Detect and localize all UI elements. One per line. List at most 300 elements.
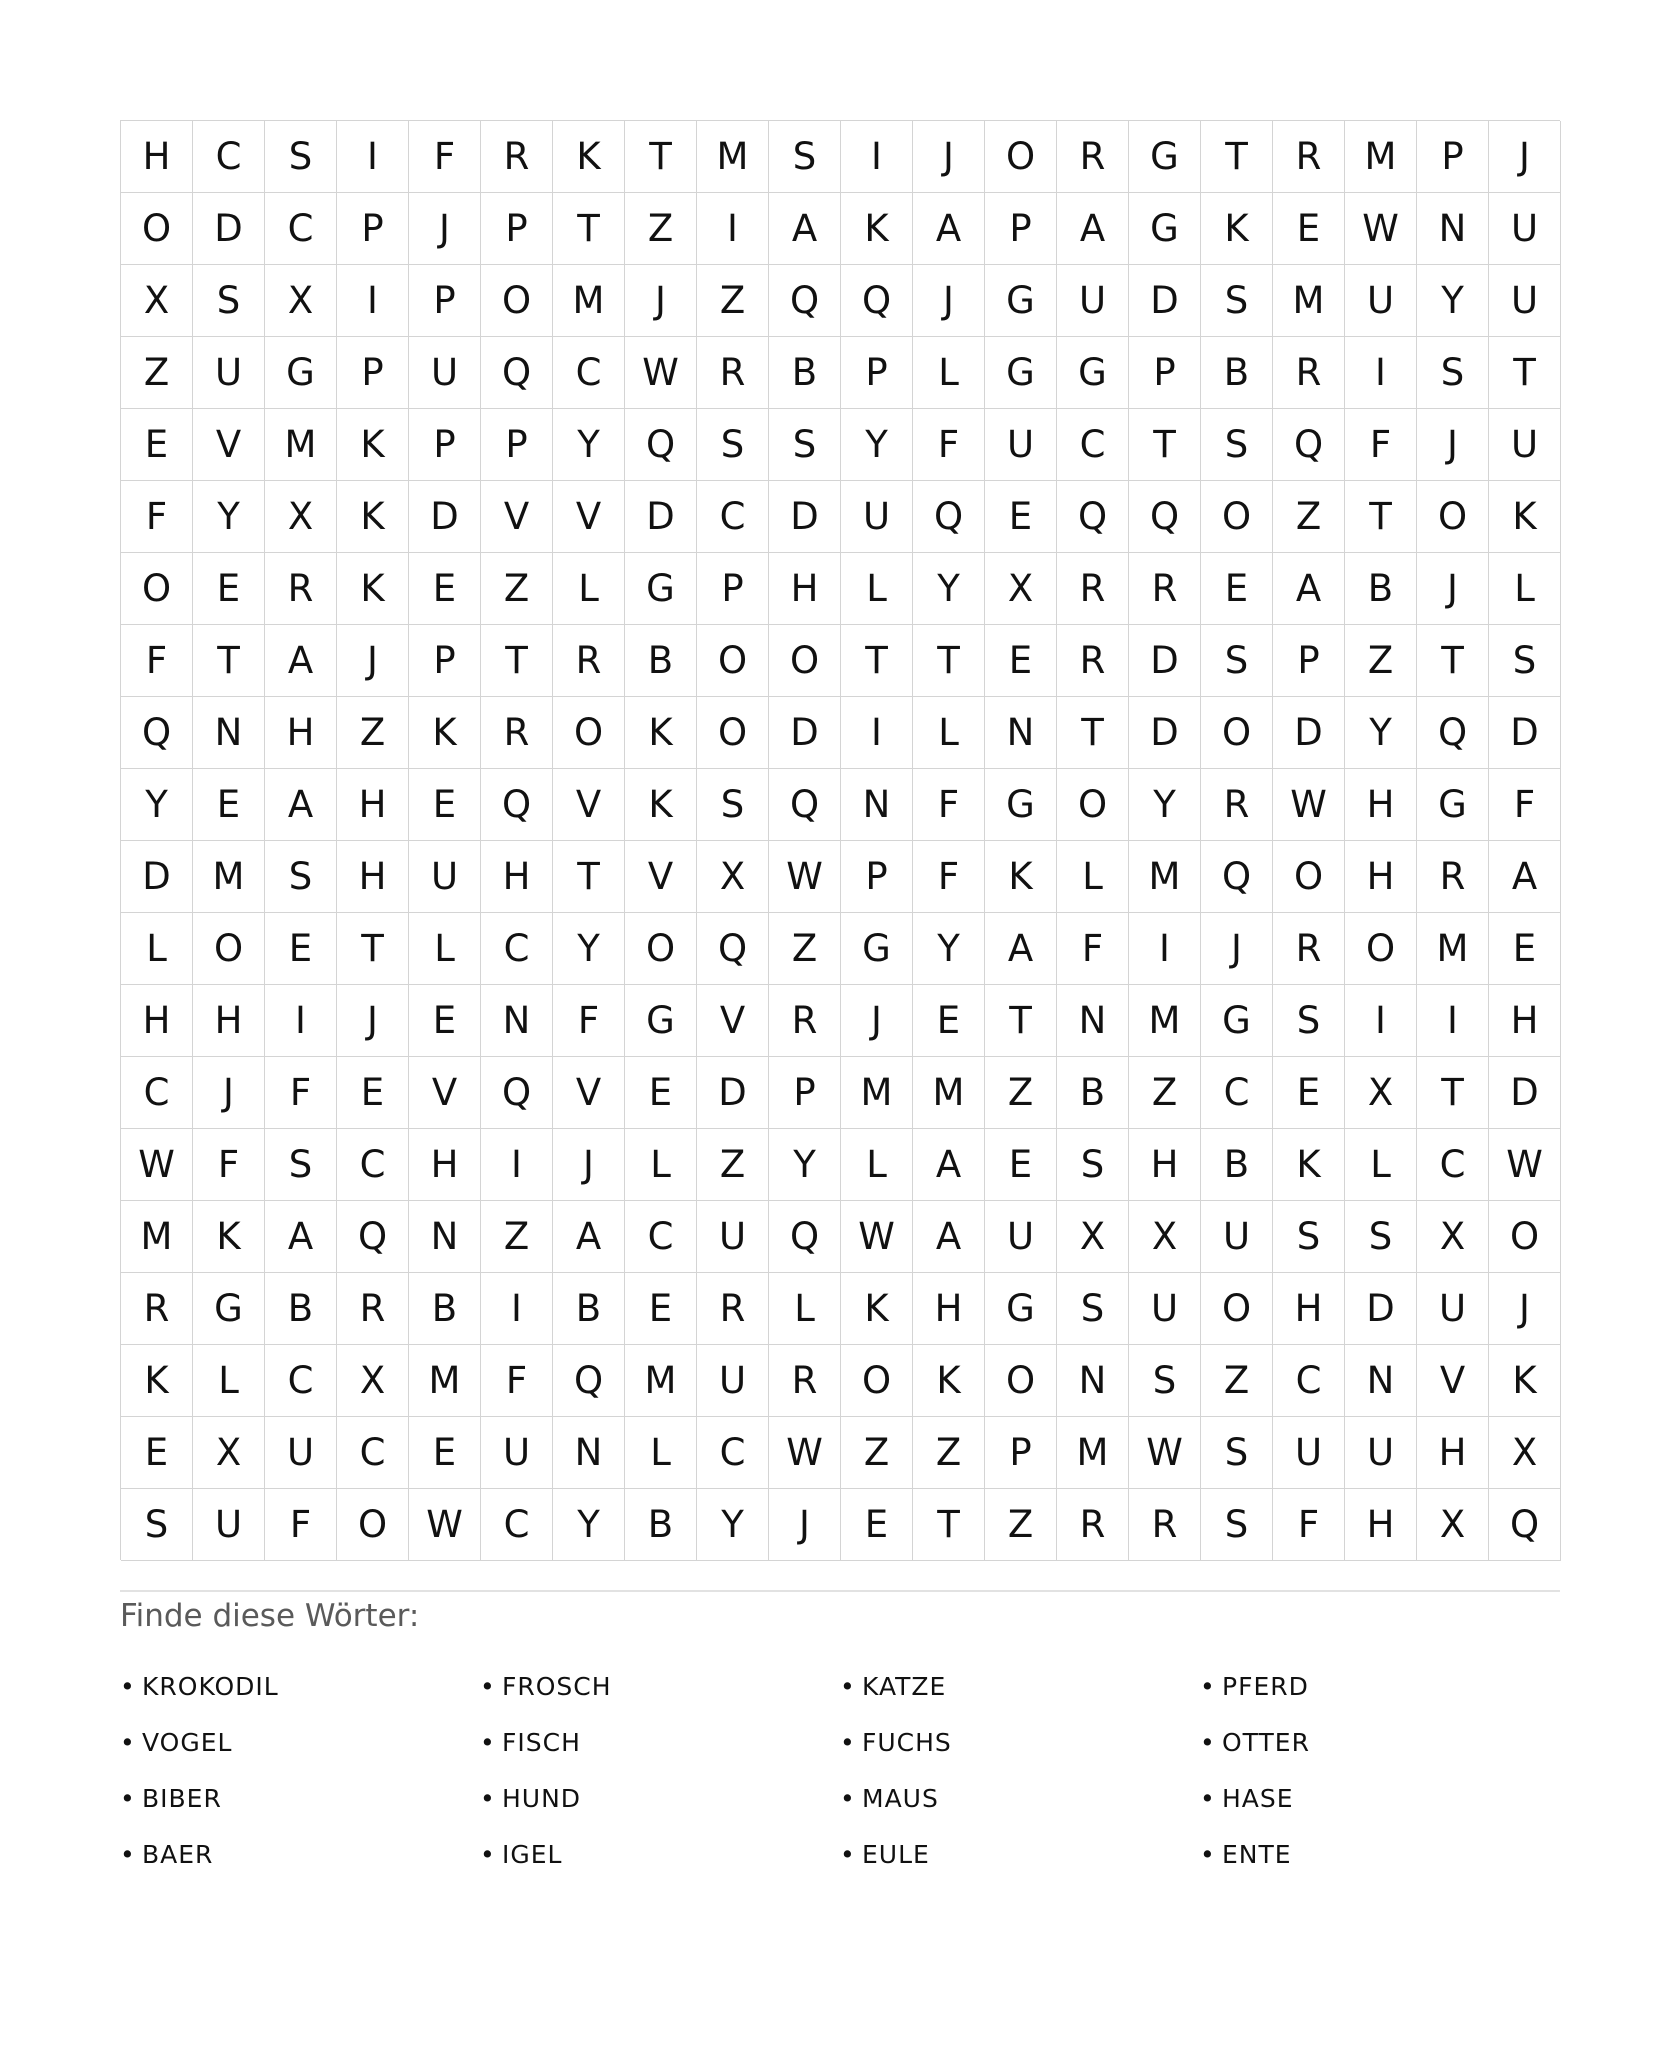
grid-cell[interactable]: Z [121,337,193,409]
grid-cell[interactable]: F [1345,409,1417,481]
grid-cell[interactable]: J [1489,1273,1561,1345]
grid-cell[interactable]: C [265,1345,337,1417]
grid-cell[interactable]: C [697,1417,769,1489]
grid-cell[interactable]: K [121,1345,193,1417]
grid-cell[interactable]: D [121,841,193,913]
grid-cell[interactable]: X [265,265,337,337]
grid-cell[interactable]: R [481,697,553,769]
grid-cell[interactable]: U [409,841,481,913]
grid-cell[interactable]: U [985,409,1057,481]
grid-cell[interactable]: B [625,625,697,697]
grid-cell[interactable]: T [193,625,265,697]
grid-cell[interactable]: Z [1273,481,1345,553]
grid-cell[interactable]: P [481,409,553,481]
grid-cell[interactable]: S [697,409,769,481]
grid-cell[interactable]: C [697,481,769,553]
grid-cell[interactable]: L [913,697,985,769]
grid-cell[interactable]: S [1201,1417,1273,1489]
grid-cell[interactable]: K [625,769,697,841]
grid-cell[interactable]: C [1201,1057,1273,1129]
grid-cell[interactable]: M [193,841,265,913]
grid-cell[interactable]: P [337,337,409,409]
grid-cell[interactable]: H [265,697,337,769]
grid-cell[interactable]: Z [985,1057,1057,1129]
grid-cell[interactable]: A [769,193,841,265]
grid-cell[interactable]: O [337,1489,409,1561]
grid-cell[interactable]: T [1489,337,1561,409]
grid-cell[interactable]: V [1417,1345,1489,1417]
grid-cell[interactable]: G [193,1273,265,1345]
grid-cell[interactable]: Q [1489,1489,1561,1561]
grid-cell[interactable]: H [1489,985,1561,1057]
grid-cell[interactable]: O [697,625,769,697]
grid-cell[interactable]: W [841,1201,913,1273]
grid-cell[interactable]: J [337,625,409,697]
grid-cell[interactable]: E [1273,1057,1345,1129]
grid-cell[interactable]: E [121,1417,193,1489]
grid-cell[interactable]: I [1417,985,1489,1057]
grid-cell[interactable]: E [985,481,1057,553]
grid-cell[interactable]: N [409,1201,481,1273]
grid-cell[interactable]: B [1345,553,1417,625]
grid-cell[interactable]: I [265,985,337,1057]
grid-cell[interactable]: M [265,409,337,481]
grid-cell[interactable]: N [553,1417,625,1489]
grid-cell[interactable]: K [553,121,625,193]
grid-cell[interactable]: Z [481,1201,553,1273]
grid-cell[interactable]: K [985,841,1057,913]
grid-cell[interactable]: F [481,1345,553,1417]
grid-cell[interactable]: Z [697,1129,769,1201]
grid-cell[interactable]: T [1417,625,1489,697]
grid-cell[interactable]: R [1057,1489,1129,1561]
grid-cell[interactable]: O [1201,697,1273,769]
grid-cell[interactable]: X [1417,1489,1489,1561]
grid-cell[interactable]: L [769,1273,841,1345]
grid-cell[interactable]: T [1129,409,1201,481]
grid-cell[interactable]: R [1417,841,1489,913]
grid-cell[interactable]: N [481,985,553,1057]
grid-cell[interactable]: D [409,481,481,553]
grid-cell[interactable]: F [121,625,193,697]
grid-cell[interactable]: O [481,265,553,337]
grid-cell[interactable]: C [337,1129,409,1201]
grid-cell[interactable]: B [265,1273,337,1345]
grid-cell[interactable]: A [265,1201,337,1273]
grid-cell[interactable]: Y [1417,265,1489,337]
grid-cell[interactable]: L [841,1129,913,1201]
grid-cell[interactable]: S [1201,625,1273,697]
grid-cell[interactable]: X [193,1417,265,1489]
grid-cell[interactable]: Z [337,697,409,769]
grid-cell[interactable]: U [841,481,913,553]
grid-cell[interactable]: T [1057,697,1129,769]
grid-cell[interactable]: E [337,1057,409,1129]
grid-cell[interactable]: S [1489,625,1561,697]
grid-cell[interactable]: A [265,769,337,841]
grid-cell[interactable]: H [337,769,409,841]
grid-cell[interactable]: X [697,841,769,913]
grid-cell[interactable]: N [985,697,1057,769]
grid-cell[interactable]: S [121,1489,193,1561]
grid-cell[interactable]: J [409,193,481,265]
grid-cell[interactable]: L [841,553,913,625]
grid-cell[interactable]: E [1489,913,1561,985]
grid-cell[interactable]: V [553,481,625,553]
grid-cell[interactable]: J [193,1057,265,1129]
grid-cell[interactable]: P [409,409,481,481]
grid-cell[interactable]: U [1057,265,1129,337]
grid-cell[interactable]: S [265,1129,337,1201]
grid-cell[interactable]: O [121,553,193,625]
grid-cell[interactable]: F [409,121,481,193]
grid-cell[interactable]: E [985,1129,1057,1201]
grid-cell[interactable]: U [1417,1273,1489,1345]
grid-cell[interactable]: K [625,697,697,769]
grid-cell[interactable]: O [121,193,193,265]
grid-cell[interactable]: P [841,841,913,913]
grid-cell[interactable]: V [697,985,769,1057]
grid-cell[interactable]: H [1345,1489,1417,1561]
grid-cell[interactable]: Q [697,913,769,985]
grid-cell[interactable]: A [913,193,985,265]
grid-cell[interactable]: Q [625,409,697,481]
grid-cell[interactable]: Q [1417,697,1489,769]
grid-cell[interactable]: I [1345,337,1417,409]
grid-cell[interactable]: Y [913,913,985,985]
grid-cell[interactable]: R [553,625,625,697]
grid-cell[interactable]: U [481,1417,553,1489]
grid-cell[interactable]: H [1129,1129,1201,1201]
grid-cell[interactable]: G [985,769,1057,841]
grid-cell[interactable]: G [625,985,697,1057]
grid-cell[interactable]: G [841,913,913,985]
grid-cell[interactable]: B [625,1489,697,1561]
grid-cell[interactable]: R [1057,625,1129,697]
grid-cell[interactable]: C [553,337,625,409]
grid-cell[interactable]: Z [1345,625,1417,697]
grid-cell[interactable]: M [1345,121,1417,193]
grid-cell[interactable]: L [409,913,481,985]
grid-cell[interactable]: D [1345,1273,1417,1345]
grid-cell[interactable]: T [913,1489,985,1561]
grid-cell[interactable]: I [1345,985,1417,1057]
grid-cell[interactable]: U [1345,1417,1417,1489]
grid-cell[interactable]: Q [913,481,985,553]
grid-cell[interactable]: H [337,841,409,913]
grid-cell[interactable]: K [1273,1129,1345,1201]
grid-cell[interactable]: F [1057,913,1129,985]
grid-cell[interactable]: F [913,769,985,841]
grid-cell[interactable]: T [985,985,1057,1057]
grid-cell[interactable]: D [193,193,265,265]
grid-cell[interactable]: Q [553,1345,625,1417]
grid-cell[interactable]: H [121,121,193,193]
grid-cell[interactable]: D [1129,265,1201,337]
grid-cell[interactable]: N [1057,1345,1129,1417]
grid-cell[interactable]: P [1273,625,1345,697]
grid-cell[interactable]: K [1489,1345,1561,1417]
grid-cell[interactable]: V [409,1057,481,1129]
grid-cell[interactable]: R [1201,769,1273,841]
grid-cell[interactable]: U [985,1201,1057,1273]
grid-cell[interactable]: O [985,121,1057,193]
grid-cell[interactable]: S [1417,337,1489,409]
grid-cell[interactable]: V [193,409,265,481]
grid-cell[interactable]: H [481,841,553,913]
grid-cell[interactable]: Z [481,553,553,625]
grid-cell[interactable]: S [769,409,841,481]
grid-cell[interactable]: K [841,193,913,265]
grid-cell[interactable]: T [1345,481,1417,553]
grid-cell[interactable]: N [1417,193,1489,265]
grid-cell[interactable]: E [841,1489,913,1561]
grid-cell[interactable]: W [409,1489,481,1561]
grid-cell[interactable]: J [1417,409,1489,481]
grid-cell[interactable]: E [985,625,1057,697]
grid-cell[interactable]: Y [769,1129,841,1201]
grid-cell[interactable]: T [553,841,625,913]
grid-cell[interactable]: M [1129,841,1201,913]
grid-cell[interactable]: U [1489,409,1561,481]
grid-cell[interactable]: D [769,481,841,553]
grid-cell[interactable]: R [1129,1489,1201,1561]
grid-cell[interactable]: S [265,841,337,913]
grid-cell[interactable]: N [1057,985,1129,1057]
grid-cell[interactable]: A [553,1201,625,1273]
grid-cell[interactable]: P [481,193,553,265]
grid-cell[interactable]: R [769,985,841,1057]
grid-cell[interactable]: T [481,625,553,697]
grid-cell[interactable]: M [913,1057,985,1129]
grid-cell[interactable]: G [985,337,1057,409]
grid-cell[interactable]: A [265,625,337,697]
grid-cell[interactable]: V [625,841,697,913]
grid-cell[interactable]: L [625,1417,697,1489]
grid-cell[interactable]: H [913,1273,985,1345]
grid-cell[interactable]: Y [1129,769,1201,841]
grid-cell[interactable]: C [193,121,265,193]
grid-cell[interactable]: M [697,121,769,193]
grid-cell[interactable]: C [265,193,337,265]
grid-cell[interactable]: J [553,1129,625,1201]
grid-cell[interactable]: R [1057,553,1129,625]
grid-cell[interactable]: G [985,1273,1057,1345]
grid-cell[interactable]: W [1129,1417,1201,1489]
grid-cell[interactable]: F [553,985,625,1057]
grid-cell[interactable]: A [913,1201,985,1273]
grid-cell[interactable]: J [913,265,985,337]
grid-cell[interactable]: P [337,193,409,265]
grid-cell[interactable]: E [913,985,985,1057]
grid-cell[interactable]: X [1129,1201,1201,1273]
grid-cell[interactable]: A [985,913,1057,985]
grid-cell[interactable]: L [1057,841,1129,913]
grid-cell[interactable]: Z [625,193,697,265]
grid-cell[interactable]: F [121,481,193,553]
grid-cell[interactable]: A [1489,841,1561,913]
grid-cell[interactable]: B [1201,337,1273,409]
grid-cell[interactable]: L [121,913,193,985]
grid-cell[interactable]: C [121,1057,193,1129]
grid-cell[interactable]: O [1057,769,1129,841]
grid-cell[interactable]: E [1273,193,1345,265]
grid-cell[interactable]: Y [553,1489,625,1561]
grid-cell[interactable]: W [121,1129,193,1201]
grid-cell[interactable]: V [553,769,625,841]
grid-cell[interactable]: O [193,913,265,985]
grid-cell[interactable]: T [841,625,913,697]
grid-cell[interactable]: S [1273,1201,1345,1273]
grid-cell[interactable]: H [1417,1417,1489,1489]
grid-cell[interactable]: F [1489,769,1561,841]
grid-cell[interactable]: U [409,337,481,409]
grid-cell[interactable]: U [193,337,265,409]
grid-cell[interactable]: Z [1201,1345,1273,1417]
grid-cell[interactable]: W [1345,193,1417,265]
grid-cell[interactable]: R [1273,913,1345,985]
grid-cell[interactable]: L [553,553,625,625]
grid-cell[interactable]: C [1057,409,1129,481]
grid-cell[interactable]: Z [1129,1057,1201,1129]
grid-cell[interactable]: E [193,553,265,625]
grid-cell[interactable]: E [121,409,193,481]
grid-cell[interactable]: F [193,1129,265,1201]
grid-cell[interactable]: F [1273,1489,1345,1561]
grid-cell[interactable]: U [1129,1273,1201,1345]
grid-cell[interactable]: H [1273,1273,1345,1345]
grid-cell[interactable]: C [481,913,553,985]
grid-cell[interactable]: H [409,1129,481,1201]
grid-cell[interactable]: C [625,1201,697,1273]
grid-cell[interactable]: O [769,625,841,697]
grid-cell[interactable]: F [913,409,985,481]
grid-cell[interactable]: B [1057,1057,1129,1129]
grid-cell[interactable]: U [1345,265,1417,337]
grid-cell[interactable]: Q [1129,481,1201,553]
grid-cell[interactable]: E [625,1273,697,1345]
grid-cell[interactable]: I [337,265,409,337]
grid-cell[interactable]: Y [553,913,625,985]
grid-cell[interactable]: G [1417,769,1489,841]
grid-cell[interactable]: I [481,1273,553,1345]
grid-cell[interactable]: N [1345,1345,1417,1417]
grid-cell[interactable]: P [409,265,481,337]
grid-cell[interactable]: J [1201,913,1273,985]
grid-cell[interactable]: J [913,121,985,193]
grid-cell[interactable]: K [409,697,481,769]
grid-cell[interactable]: G [625,553,697,625]
grid-cell[interactable]: R [697,1273,769,1345]
grid-cell[interactable]: O [1273,841,1345,913]
grid-cell[interactable]: G [1201,985,1273,1057]
grid-cell[interactable]: X [1345,1057,1417,1129]
grid-cell[interactable]: O [985,1345,1057,1417]
grid-cell[interactable]: G [985,265,1057,337]
grid-cell[interactable]: P [1129,337,1201,409]
grid-cell[interactable]: Q [769,769,841,841]
grid-cell[interactable]: J [769,1489,841,1561]
grid-cell[interactable]: G [265,337,337,409]
grid-cell[interactable]: T [1417,1057,1489,1129]
grid-cell[interactable]: F [265,1057,337,1129]
grid-cell[interactable]: M [409,1345,481,1417]
grid-cell[interactable]: A [913,1129,985,1201]
grid-cell[interactable]: C [481,1489,553,1561]
grid-cell[interactable]: L [1345,1129,1417,1201]
grid-cell[interactable]: O [1417,481,1489,553]
grid-cell[interactable]: O [1489,1201,1561,1273]
grid-cell[interactable]: M [1417,913,1489,985]
grid-cell[interactable]: Q [481,337,553,409]
grid-cell[interactable]: R [1273,337,1345,409]
grid-cell[interactable]: W [625,337,697,409]
grid-cell[interactable]: U [697,1345,769,1417]
grid-cell[interactable]: N [841,769,913,841]
grid-cell[interactable]: S [1057,1129,1129,1201]
grid-cell[interactable]: P [985,193,1057,265]
grid-cell[interactable]: Y [697,1489,769,1561]
grid-cell[interactable]: J [1489,121,1561,193]
grid-cell[interactable]: S [1273,985,1345,1057]
grid-cell[interactable]: S [769,121,841,193]
grid-cell[interactable]: K [1489,481,1561,553]
grid-cell[interactable]: S [697,769,769,841]
grid-cell[interactable]: K [913,1345,985,1417]
grid-cell[interactable]: M [625,1345,697,1417]
grid-cell[interactable]: W [769,1417,841,1489]
grid-cell[interactable]: O [1201,481,1273,553]
grid-cell[interactable]: I [841,121,913,193]
grid-cell[interactable]: O [625,913,697,985]
grid-cell[interactable]: K [841,1273,913,1345]
grid-cell[interactable]: G [1129,121,1201,193]
grid-cell[interactable]: X [121,265,193,337]
grid-cell[interactable]: B [1201,1129,1273,1201]
grid-cell[interactable]: W [1489,1129,1561,1201]
grid-cell[interactable]: K [193,1201,265,1273]
grid-cell[interactable]: Y [841,409,913,481]
grid-cell[interactable]: B [409,1273,481,1345]
grid-cell[interactable]: F [265,1489,337,1561]
grid-cell[interactable]: B [553,1273,625,1345]
grid-cell[interactable]: G [1129,193,1201,265]
grid-cell[interactable]: S [1129,1345,1201,1417]
grid-cell[interactable]: G [1057,337,1129,409]
grid-cell[interactable]: L [1489,553,1561,625]
grid-cell[interactable]: M [553,265,625,337]
grid-cell[interactable]: X [1417,1201,1489,1273]
grid-cell[interactable]: T [337,913,409,985]
grid-cell[interactable]: P [985,1417,1057,1489]
grid-cell[interactable]: R [1273,121,1345,193]
grid-cell[interactable]: E [409,553,481,625]
grid-cell[interactable]: R [121,1273,193,1345]
grid-cell[interactable]: Y [121,769,193,841]
grid-cell[interactable]: R [1057,121,1129,193]
grid-cell[interactable]: O [1345,913,1417,985]
grid-cell[interactable]: Y [553,409,625,481]
grid-cell[interactable]: T [625,121,697,193]
grid-cell[interactable]: P [841,337,913,409]
grid-cell[interactable]: F [913,841,985,913]
grid-cell[interactable]: X [1057,1201,1129,1273]
grid-cell[interactable]: I [337,121,409,193]
grid-cell[interactable]: K [337,481,409,553]
grid-cell[interactable]: R [697,337,769,409]
grid-cell[interactable]: U [1273,1417,1345,1489]
grid-cell[interactable]: R [1129,553,1201,625]
